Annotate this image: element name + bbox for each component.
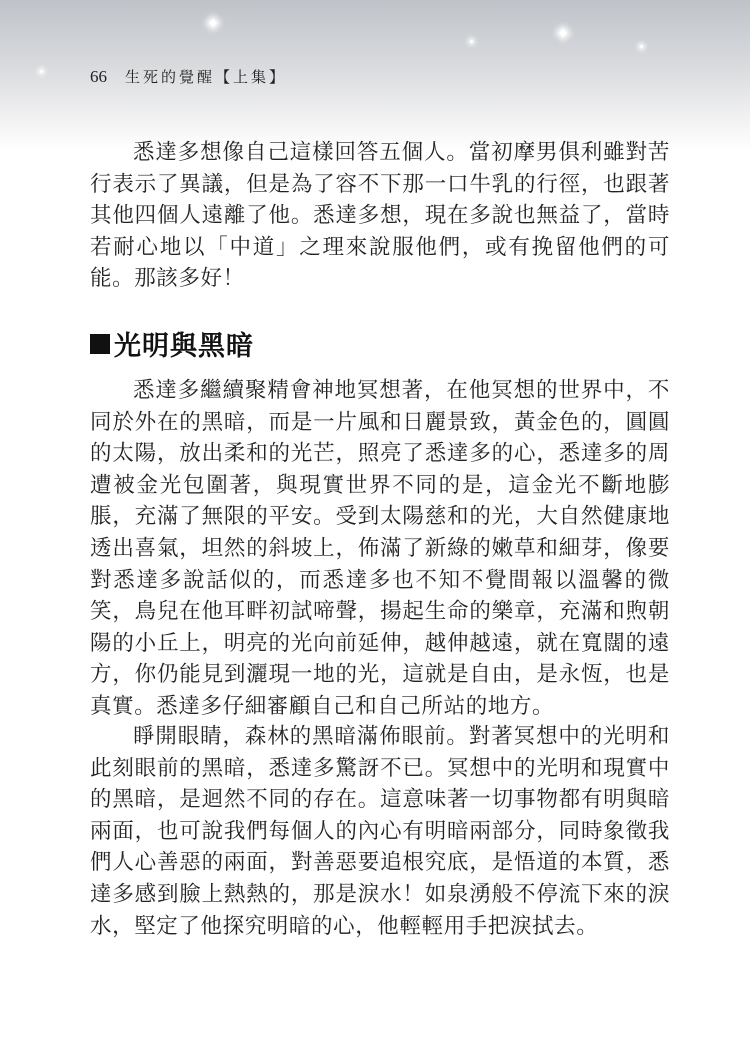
sparkle-icon [469, 39, 473, 43]
section-title: 光明與黑暗 [114, 331, 254, 362]
paragraph-text: 悉達多想像自己這樣回答五個人。當初摩男俱利雖對苦行表示了異議，但是為了容不下那一口牛乳的行徑，也跟著其他四個人遠離了他。悉達多想，現在多說也無益了，當時若耐心地以「中道」之理來說服他們，或有挽留他們的可能。那該多好！ [90, 140, 670, 292]
paragraph-text: 悉達多繼續聚精會神地冥想著，在他冥想的世界中，不同於外在的黑暗，而是一片風和日麗景致，黃金色的，圓圓的太陽，放出柔和的光芒，照亮了悉達多的心，悉達多的周遭被金光包圍著，與現實世界不同的是，這金光不斷地膨脹，充滿了無限的平安。受到太陽慈和的光，大自然健康地透出喜氣，坦然的斜坡上，佈滿了新綠的嫩草和細芽，像要對悉達多說話似的，而悉達多也不知不覺間報以溫馨的微笑，鳥兒在他耳畔初試啼聲，揚起生命的樂章，充滿和煦朝陽的小丘上，明亮的光向前延伸，越伸越遠，就在寬闊的遠方，你仍能見到灑現一地的光，這就是自由，是永恆，也是真實。悉達多仔細審顧自己和自己所站的地方。 [90, 378, 670, 719]
page-number: 66 [90, 67, 107, 86]
paragraph-1 [90, 137, 670, 295]
running-header [90, 66, 287, 87]
sparkle-icon [39, 69, 43, 73]
sparkle-icon [639, 44, 643, 48]
paragraph-text: 睜開眼睛，森林的黑暗滿佈眼前。對著冥想中的光明和此刻眼前的黑暗，悉達多驚訝不已。冥想中的光明和現實中的黑暗，是迴然不同的存在。這意味著一切事物都有明與暗兩面，也可說我們每個人的內心有明暗兩部分，同時象徵我們人心善惡的兩面，對善惡要追根究底，是悟道的本質，悉達多感到臉上熱熱的，那是淚水！如泉湧般不停流下來的淚水，堅定了他探究明暗的心，他輕輕用手把淚拭去。 [90, 724, 670, 939]
paragraph-2 [90, 375, 670, 723]
sparkle-icon [209, 19, 217, 27]
section-heading [90, 324, 254, 363]
paragraph-3 [90, 721, 670, 942]
black-square-icon [90, 334, 110, 354]
sparkle-icon [559, 29, 567, 37]
book-title: 生死的覺醒【上集】 [125, 68, 288, 86]
